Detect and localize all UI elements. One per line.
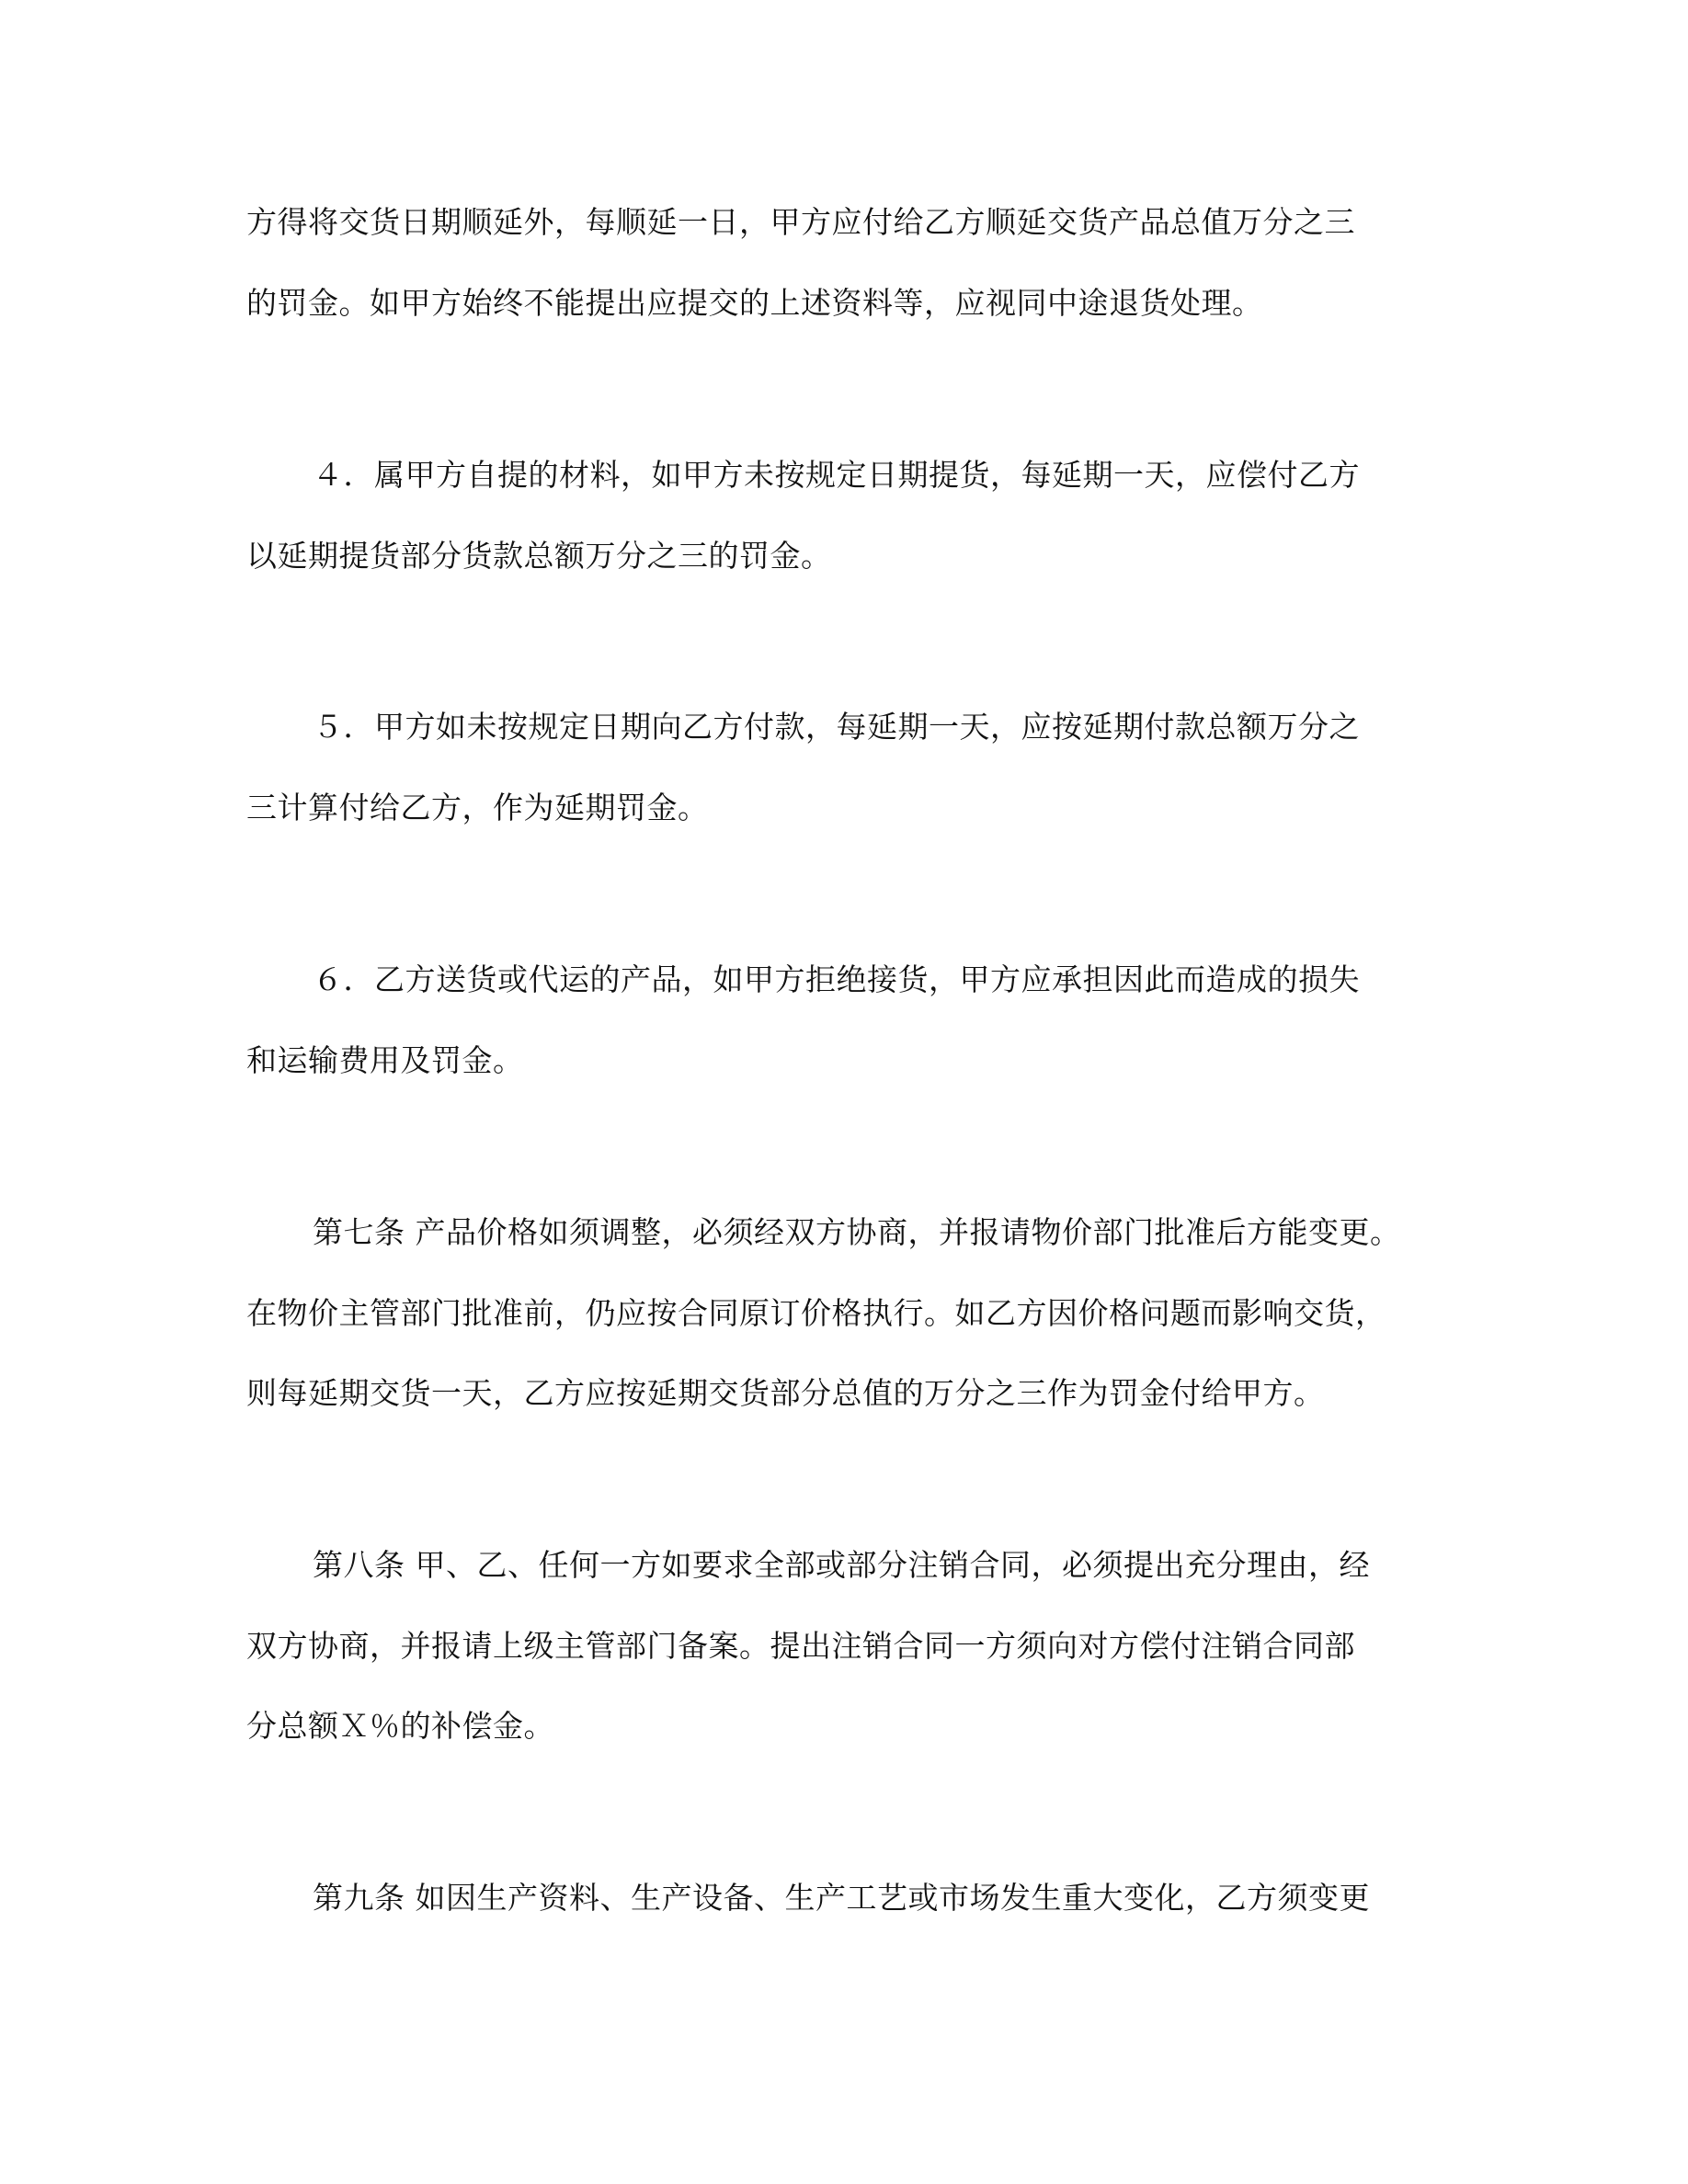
text-line: 则每延期交货一天，乙方应按延期交货部分总值的万分之三作为罚金付给甲方。 — [246, 1375, 1325, 1411]
text-line: 三计算付给乙方，作为延期罚金。 — [246, 790, 709, 825]
text-line: 方得将交货日期顺延外，每顺延一日，甲方应付给乙方顺延交货产品总值万分之三 — [246, 204, 1355, 240]
text-line: 第九条 如因生产资料、生产设备、生产工艺或市场发生重大变化，乙方须变更 — [313, 1880, 1370, 1916]
text-line: 以延期提货部分货款总额万分之三的罚金。 — [246, 538, 832, 574]
text-line: 和运输费用及罚金。 — [246, 1042, 524, 1078]
text-line: ６．乙方送货或代运的产品，如甲方拒绝接货，甲方应承担因此而造成的损失 — [313, 961, 1360, 997]
text-line: ５．甲方如未按规定日期向乙方付款，每延期一天，应按延期付款总额万分之 — [313, 709, 1360, 745]
text-line: 双方协商，并报请上级主管部门备案。提出注销合同一方须向对方偿付注销合同部 — [246, 1628, 1355, 1664]
text-line: 第七条 产品价格如须调整，必须经双方协商，并报请物价部门批准后方能变更。 — [313, 1214, 1401, 1250]
text-line: ４．属甲方自提的材料，如甲方未按规定日期提货，每延期一天，应偿付乙方 — [313, 457, 1360, 493]
text-line: 的罚金。如甲方始终不能提出应提交的上述资料等，应视同中途退货处理。 — [246, 285, 1263, 321]
text-line: 分总额Ｘ％的补偿金。 — [246, 1708, 554, 1744]
text-line: 第八条 甲、乙、任何一方如要求全部或部分注销合同，必须提出充分理由，经 — [313, 1547, 1370, 1583]
text-line: 在物价主管部门批准前，仍应按合同原订价格执行。如乙方因价格问题而影响交货， — [246, 1295, 1386, 1331]
